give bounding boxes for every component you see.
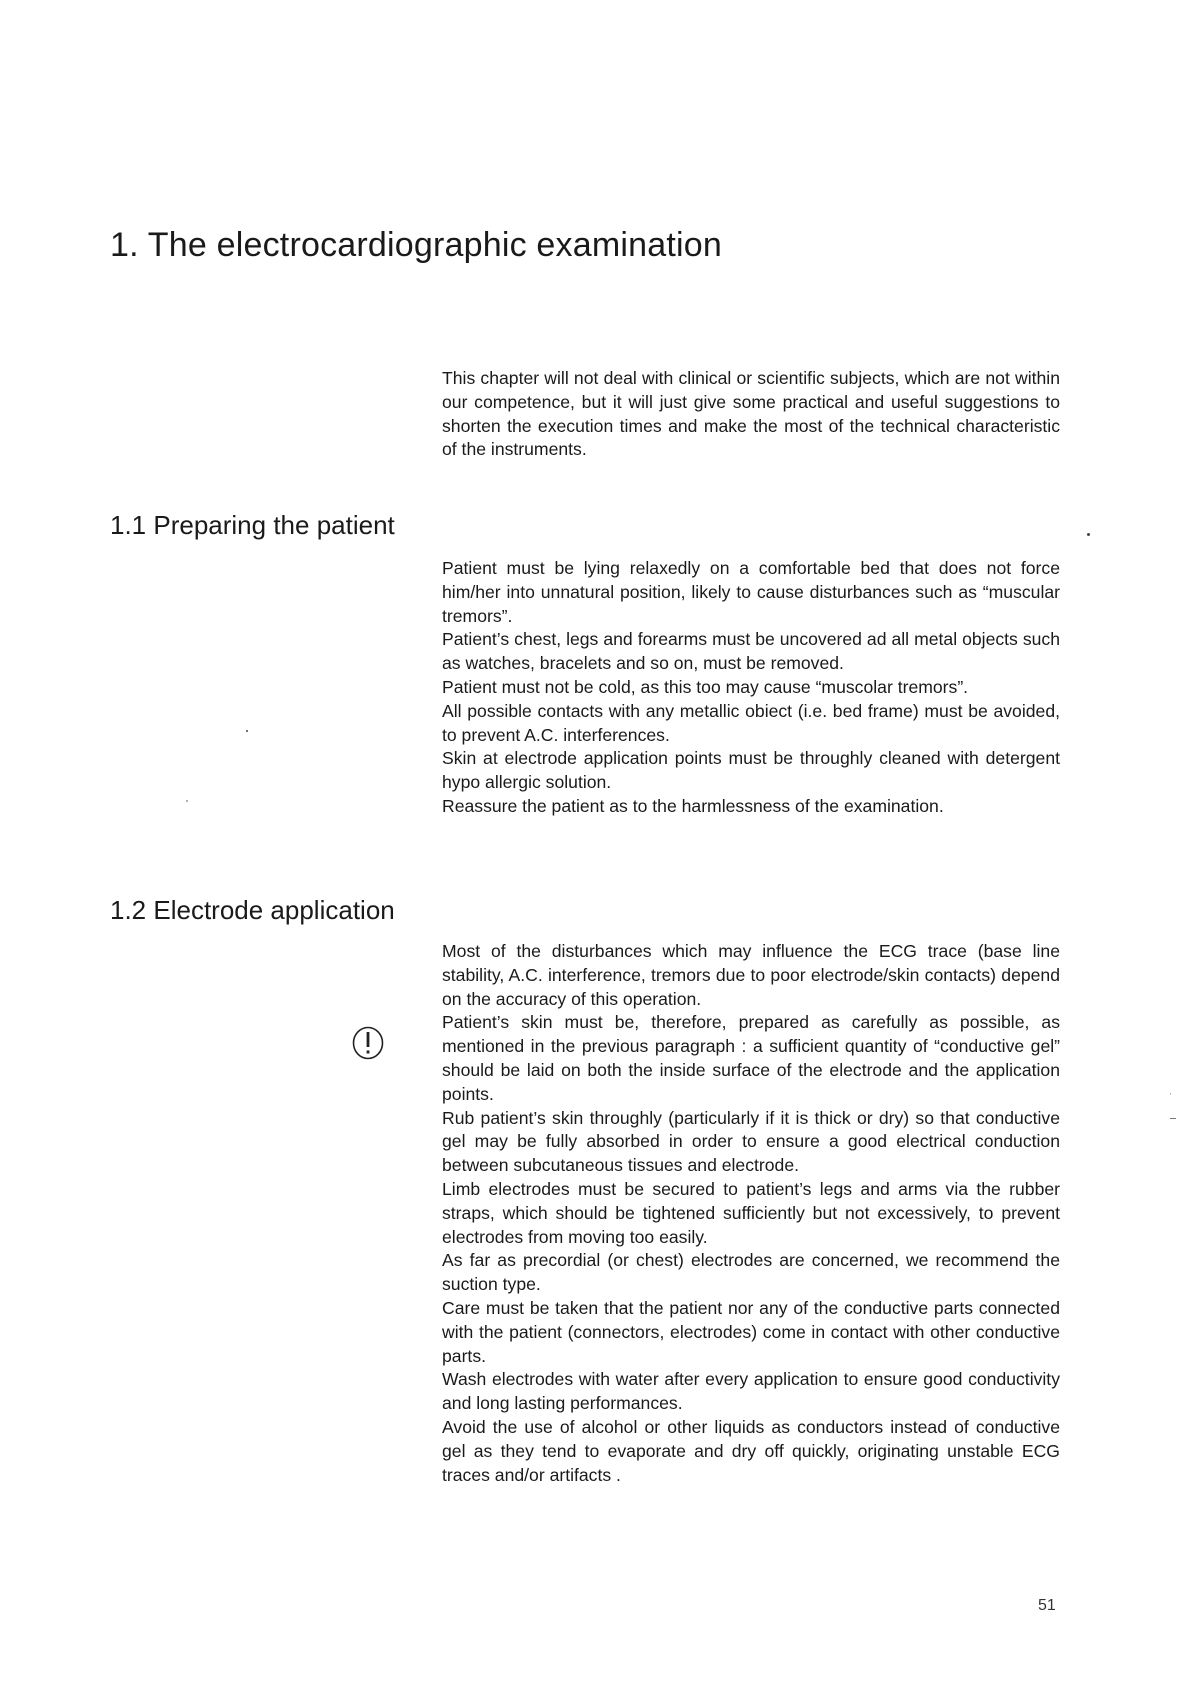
paragraph: Patient must be lying relaxedly on a comfortable bed that does not force him/her into unnatural position, likely to cause disturbances such as “muscular tremors”. bbox=[442, 558, 1060, 626]
paragraph: Avoid the use of alcohol or other liquids as conductors instead of conductive gel as they tend to evaporate and dry off quickly, originating unstable ECG traces and/or artifacts . bbox=[442, 1416, 1060, 1485]
paragraph: Most of the disturbances which may influence the ECG trace (base line stability, A.C. interference, tremors due to poor electrode/skin contacts) depend on the accuracy of this operation. bbox=[442, 941, 1060, 1009]
paragraph: Patient must not be cold, as this too may cause “muscolar tremors”. bbox=[442, 676, 969, 697]
paragraph: Rub patient’s skin throughly (particularly if it is thick or dry) so that conductive gel may be fully absorbed in order to ensure a good electrical conduction between subcutaneous tissues and electrode. bbox=[442, 1107, 1060, 1176]
scan-speck bbox=[246, 730, 248, 732]
paragraph: Patient’s skin must be, therefore, prepared as carefully as possible, as mentioned in the previous paragraph : a sufficient quantity of “conductive gel” should be laid on both the inside surface of the electrode and the application points. bbox=[442, 1012, 1060, 1104]
paragraph: Limb electrodes must be secured to patient’s legs and arms via the rubber straps, which should be tightened sufficiently but not excessively, to prevent electrodes from moving too easily. bbox=[442, 1178, 1060, 1247]
section-body-electrode-application bbox=[442, 940, 1060, 1487]
paragraph: Reassure the patient as to the harmlessness of the examination. bbox=[442, 795, 944, 816]
scan-speck bbox=[1087, 533, 1090, 536]
section-title-electrode-application: 1.2 Electrode application bbox=[110, 895, 395, 925]
paragraph: Patient’s chest, legs and forearms must be uncovered ad all metal objects such as watches, bracelets and so on, must be removed. bbox=[442, 629, 1060, 674]
page-number: 51 bbox=[1038, 1597, 1056, 1614]
scan-speck bbox=[1170, 1093, 1171, 1095]
scan-speck bbox=[186, 800, 188, 802]
paragraph: Skin at electrode application points must be throughly cleaned with detergent hypo allergic solution. bbox=[442, 748, 1060, 793]
paragraph: As far as precordial (or chest) electrodes are concerned, we recommend the suction type. bbox=[442, 1250, 1060, 1295]
chapter-title: 1. The electrocardiographic examination bbox=[110, 226, 722, 264]
paragraph: Care must be taken that the patient nor any of the conductive parts connected with the patient (connectors, electrodes) come in contact with other conductive parts. bbox=[442, 1297, 1060, 1366]
scan-speck bbox=[1170, 1118, 1176, 1119]
intro-text bbox=[442, 367, 1060, 462]
section-title-preparing-patient: 1.1 Preparing the patient bbox=[110, 510, 395, 540]
intro-paragraph: This chapter will not deal with clinical or scientific subjects, which are not within our competence, but it will just give some practical and useful suggestions to shorten the execution times and make the most of the technical characteristic of the instruments. bbox=[442, 368, 1060, 460]
section-body-preparing-patient bbox=[442, 557, 1060, 819]
paragraph: Wash electrodes with water after every application to ensure good conductivity and long lasting performances. bbox=[442, 1369, 1060, 1414]
paragraph: All possible contacts with any metallic obiect (i.e. bed frame) must be avoided, to prevent A.C. interferences. bbox=[442, 700, 1060, 745]
warning-exclamation-icon bbox=[351, 1025, 385, 1061]
